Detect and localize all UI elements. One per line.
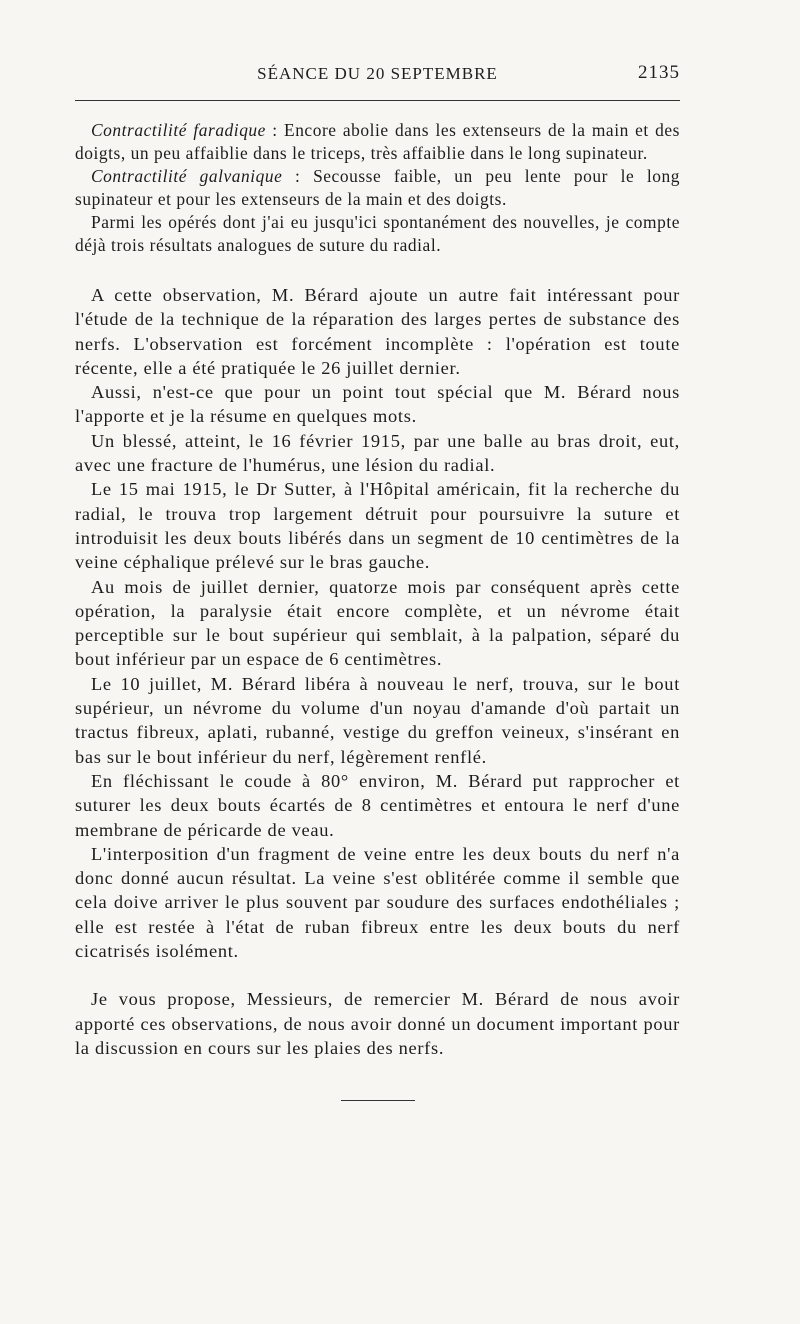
running-header — [75, 58, 680, 88]
galvanic-text: : Secousse faible, un peu lente pour le long supinateur et pour les extenseurs de la main et des doigts. — [75, 166, 681, 209]
paragraph-conclusion: Je vous propose, Messieurs, de remercier M. Bérard de nous avoir apporté ces observations, de nous avoir donné un document important pour la discussion en cours sur les plaies des nerfs. — [75, 989, 680, 1058]
paragraph: En fléchissant le coude à 80° environ, M. Bérard put rapprocher et suturer les deux bouts écartés de 8 centimètres et entoura le nerf d'une membrane de péricarde de veau. — [75, 770, 680, 840]
galvanic-label: Contractilité galvanique — [91, 166, 283, 186]
paragraph: Le 10 juillet, M. Bérard libéra à nouveau le nerf, trouva, sur le bout supérieur, un névrome du volume d'un noyau d'amande d'où partait un tractus fibreux, aplati, rubanné, vestige du greffon veineux, s'insérant en bas sur le bout inférieur du nerf, légèrement renflé. — [75, 673, 680, 767]
conclusion — [75, 987, 680, 1060]
paragraph: Au mois de juillet dernier, quatorze mois par conséquent après cette opération, la paralysie était encore complète, et un névrome était perceptible sur le bout supérieur qui semblait, à la palpation, séparé du bout inférieur par un espace de 6 centimètres. — [75, 576, 680, 670]
observation-results — [75, 119, 680, 257]
paragraph: Un blessé, atteint, le 16 février 1915, par une balle au bras droit, eut, avec une fracture de l'humérus, une lésion du radial. — [75, 430, 680, 476]
page — [75, 58, 680, 1101]
berard-case — [75, 283, 680, 963]
paragraph: A cette observation, M. Bérard ajoute un autre fait intéressant pour l'étude de la technique de la réparation des larges pertes de substance des nerfs. L'observation est forcément incomplète : l'opération est toute récente, elle a été pratiquée le 26 juillet dernier. — [75, 285, 680, 378]
header-rule — [75, 100, 680, 101]
paragraph-faradic — [75, 119, 680, 165]
header-title: SÉANCE DU 20 SEPTEMBRE — [257, 64, 498, 83]
faradic-text: : Encore abolie dans les extenseurs de la main et des doigts, un peu affaiblie dans le triceps, très affaiblie dans le long supinateur. — [75, 120, 680, 163]
paragraph: Le 15 mai 1915, le Dr Sutter, à l'Hôpital américain, fit la recherche du radial, le trouva trop largement détruit pour poursuivre la suture et introduisit les deux bouts libérés dans un segment de 10 centimètres de la veine céphalique prélevé sur le bras gauche. — [75, 479, 680, 573]
paragraph: L'interposition d'un fragment de veine entre les deux bouts du nerf n'a donc donné aucun résultat. La veine s'est oblitérée comme il semble que cela doive arriver le plus souvent par soudure des surfaces endothéliales ; elle est restée à l'état de ruban fibreux entre les deux bouts du nerf cicatrisés isolément. — [75, 843, 680, 962]
page-number: 2135 — [638, 62, 680, 83]
paragraph-results: Parmi les opérés dont j'ai eu jusqu'ici spontanément des nouvelles, je compte déjà trois résultats analogues de suture du radial. — [75, 212, 680, 255]
section-end-rule — [341, 1100, 415, 1101]
paragraph: Aussi, n'est-ce que pour un point tout spécial que M. Bérard nous l'apporte et je la résume en quelques mots. — [75, 382, 680, 427]
faradic-label: Contractilité faradique — [91, 120, 266, 140]
paragraph-galvanic — [75, 165, 680, 211]
